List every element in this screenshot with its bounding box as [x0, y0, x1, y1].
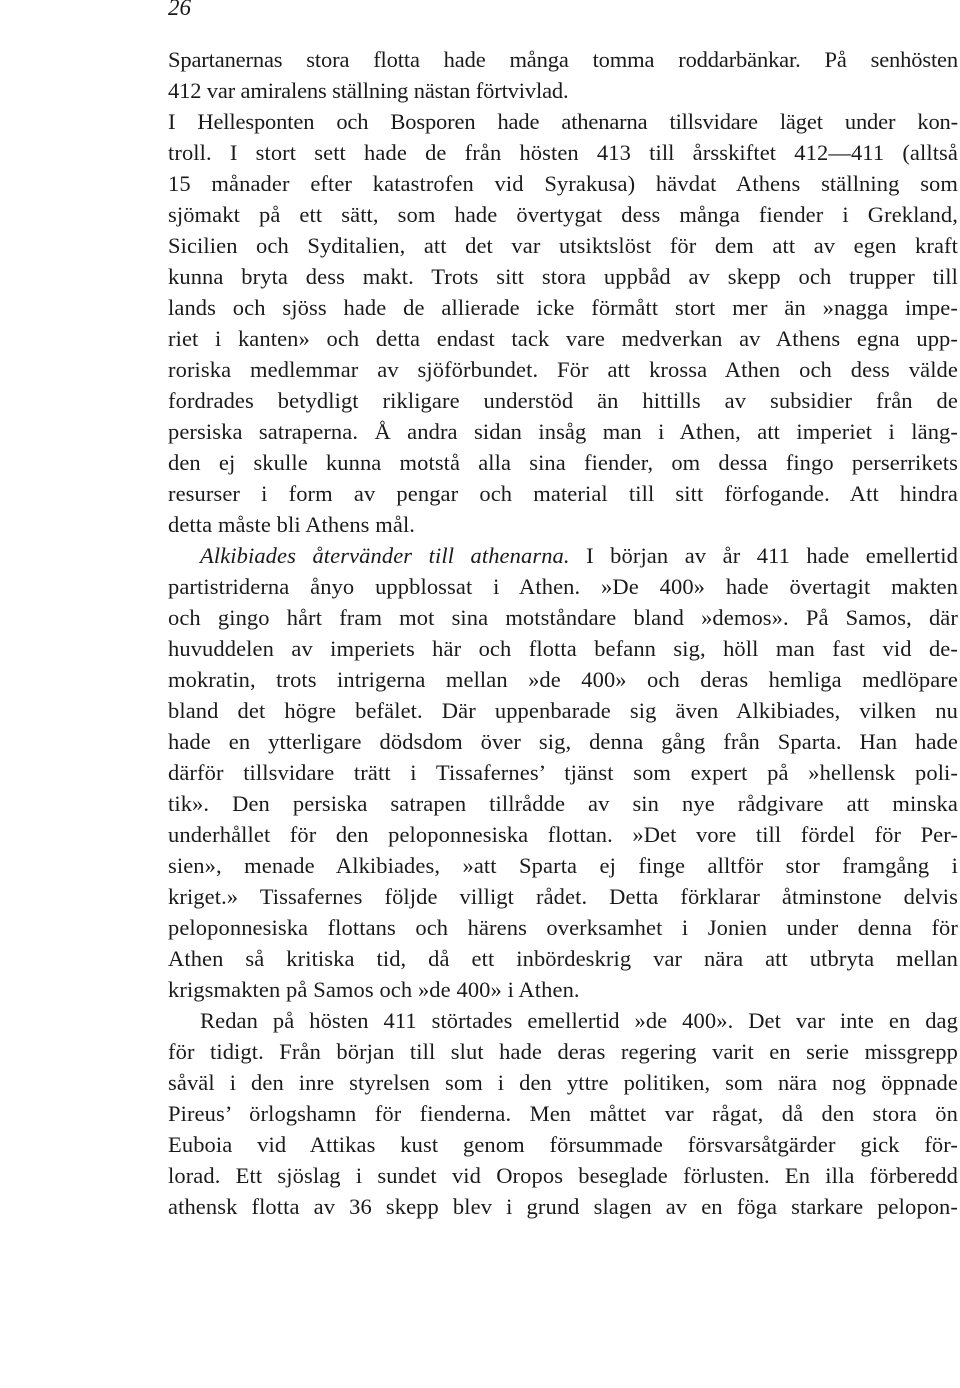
line-text: I början av år 411 hade emellertid: [569, 543, 958, 568]
line-text: lands och sjöss hade de allierade icke förmått stort mer än »nagga impe-: [168, 295, 958, 320]
line-text: och gingo hårt fram mot sina motståndare bland »demos». På Samos, där: [168, 605, 958, 630]
text-line: [168, 881, 958, 912]
text-line: [168, 1129, 958, 1160]
text-line: [168, 1067, 958, 1098]
text-line: [168, 850, 958, 881]
text-line: [168, 943, 958, 974]
line-text: riet i kanten» och detta endast tack vare medverkan av Athens egna upp-: [168, 326, 958, 351]
text-line: [168, 1036, 958, 1067]
text-line: [168, 354, 958, 385]
text-line: [168, 199, 958, 230]
text-line: [168, 757, 958, 788]
text-line: [168, 416, 958, 447]
line-text: mokratin, trots intrigerna mellan »de 400» och deras hemliga medlöpare: [168, 667, 958, 692]
text-line: [168, 168, 958, 199]
line-text: I Hellesponten och Bosporen hade athenarna tillsvidare läget under kon-: [168, 109, 958, 134]
line-text: tik». Den persiska satrapen tillrådde av sin nye rådgivare att minska: [168, 791, 958, 816]
page-number: 26: [168, 0, 191, 20]
line-text: Spartanernas stora flotta hade många tomma roddarbänkar. På senhösten: [168, 47, 958, 72]
text-line: [168, 602, 958, 633]
section-heading: Alkibiades återvänder till athenarna.: [200, 543, 570, 568]
text-line: [168, 478, 958, 509]
line-text: Pireus’ örlogshamn för fienderna. Men måttet var rågat, då den stora ön: [168, 1101, 958, 1126]
text-line: [168, 385, 958, 416]
line-text: persiska satraperna. Å andra sidan insåg man i Athen, att imperiet i läng-: [168, 419, 958, 444]
line-text: därför tillsvidare trätt i Tissafernes’ tjänst som expert på »hellensk poli-: [168, 760, 958, 785]
text-line: [168, 726, 958, 757]
line-text: bland det högre befälet. Där uppenbarade sig även Alkibiades, vilken nu: [168, 698, 958, 723]
line-text: hade en ytterligare dödsdom över sig, denna gång från Sparta. Han hade: [168, 729, 958, 754]
text-line: [168, 1191, 958, 1222]
line-text: sjömakt på ett sätt, som hade övertygat dess många fiender i Grekland,: [168, 202, 958, 227]
text-line: [168, 106, 958, 137]
text-line: [168, 912, 958, 943]
line-text: för tidigt. Från början till slut hade deras regering varit en serie missgrepp: [168, 1039, 958, 1064]
text-line: [168, 292, 958, 323]
text-line: [168, 788, 958, 819]
line-text: roriska medlemmar av sjöförbundet. För att krossa Athen och dess välde: [168, 357, 958, 382]
text-line: [168, 664, 958, 695]
text-line: [168, 974, 958, 1005]
text-line: [168, 230, 958, 261]
line-text: lorad. Ett sjöslag i sundet vid Oropos beseglade förlusten. En illa förberedd: [168, 1163, 958, 1188]
line-text: peloponnesiska flottans och härens overksamhet i Jonien under denna för: [168, 915, 958, 940]
text-line: [168, 1005, 958, 1036]
line-text: Redan på hösten 411 störtades emellertid »de 400». Det var inte en dag: [200, 1008, 958, 1033]
line-text: krigsmakten på Samos och »de 400» i Athen.: [168, 977, 580, 1002]
text-line: [168, 447, 958, 478]
text-line: [168, 1098, 958, 1129]
text-line: [168, 540, 958, 571]
line-text: kriget.» Tissafernes följde villigt rådet. Detta förklarar åtminstone delvis: [168, 884, 958, 909]
line-text: Euboia vid Attikas kust genom försummade försvarsåtgärder gick för-: [168, 1132, 958, 1157]
text-line: [168, 75, 958, 106]
text-line: [168, 44, 958, 75]
line-text: partistriderna ånyo uppblossat i Athen. »De 400» hade övertagit makten: [168, 574, 958, 599]
line-text: fordrades betydligt rikligare understöd än hittills av subsidier från de: [168, 388, 958, 413]
line-text: 412 var amiralens ställning nästan förtvivlad.: [168, 78, 569, 103]
line-text: kunna bryta dess makt. Trots sitt stora uppbåd av skepp och trupper till: [168, 264, 958, 289]
line-text: Athen så kritiska tid, då ett inbördeskrig var nära att utbryta mellan: [168, 946, 958, 971]
text-line: [168, 633, 958, 664]
text-line: [168, 819, 958, 850]
text-line: [168, 261, 958, 292]
line-text: den ej skulle kunna motstå alla sina fiender, om dessa fingo perserrikets: [168, 450, 958, 475]
line-text: detta måste bli Athens mål.: [168, 512, 416, 537]
text-line: [168, 137, 958, 168]
line-text: huvuddelen av imperiets här och flotta befann sig, höll man fast vid de-: [168, 636, 958, 661]
text-line: [168, 509, 958, 540]
line-text: såväl i den inre styrelsen som i den yttre politiken, som nära nog öppnade: [168, 1070, 958, 1095]
text-line: [168, 1160, 958, 1191]
text-line: [168, 571, 958, 602]
line-text: athensk flotta av 36 skepp blev i grund slagen av en föga starkare pelopon-: [168, 1194, 958, 1219]
body-text: [168, 44, 958, 1222]
text-line: [168, 323, 958, 354]
line-text: sien», menade Alkibiades, »att Sparta ej finge alltför stor framgång i: [168, 853, 958, 878]
line-text: 15 månader efter katastrofen vid Syrakusa) hävdat Athens ställning som: [168, 171, 958, 196]
line-text: resurser i form av pengar och material till sitt förfogande. Att hindra: [168, 481, 958, 506]
line-text: troll. I stort sett hade de från hösten 413 till årsskiftet 412—411 (alltså: [168, 140, 958, 165]
line-text: Sicilien och Syditalien, att det var utsiktslöst för dem att av egen kraft: [168, 233, 958, 258]
text-line: [168, 695, 958, 726]
line-text: underhållet för den peloponnesiska flottan. »Det vore till fördel för Per-: [168, 822, 958, 847]
